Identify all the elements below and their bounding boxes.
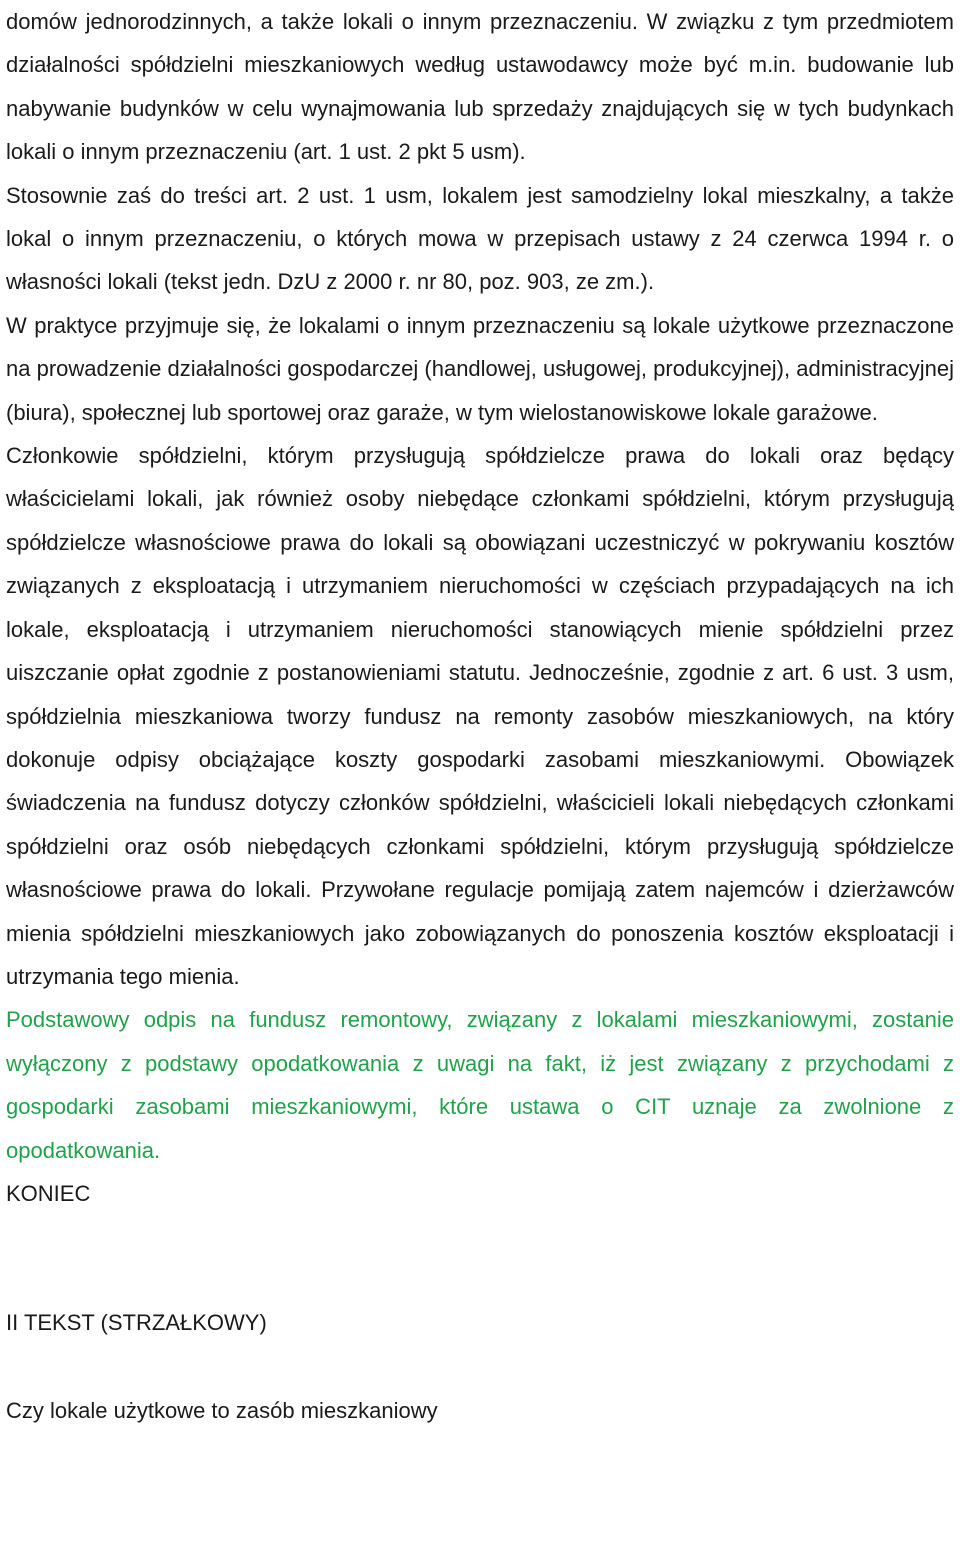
question-heading: Czy lokale użytkowe to zasób mieszkaniowy bbox=[6, 1397, 438, 1423]
body-paragraph: Stosownie zaś do treści art. 2 ust. 1 usm, lokalem jest samodzielny lokal mieszkalny, a także lokal o innym przeznaczeniu, o których mowa w przepisach ustawy z 24 czerwca 1994 r. o własności lokali (tekst jedn. DzU z 2000 r. nr 80, poz. 903, ze zm.). bbox=[6, 182, 954, 295]
document-page bbox=[6, 0, 954, 1432]
body-paragraph: Członkowie spółdzielni, którym przysługują spółdzielcze prawa do lokali oraz będący właścicielami lokali, jak również osoby niebędące członkami spółdzielni, którym przysługują spółdzielcze własnościowe prawa do lokali są obowiązani uczestniczyć w pokrywaniu kosztów związanych z eksploatacją i utrzymaniem nieruchomości w częściach przypadających na ich lokale, eksploatacją i utrzymaniem nieruchomości stanowiących mienie spółdzielni przez uiszczanie opłat zgodnie z postanowieniami statutu. Jednocześnie, zgodnie z art. 6 ust. 3 usm, spółdzielnia mieszkaniowa tworzy fundusz na remonty zasobów mieszkaniowych, na który dokonuje odpisy obciążające koszty gospodarki zasobami mieszkaniowymi. Obowiązek świadczenia na fundusz dotyczy członków spółdzielni, właścicieli lokali niebędących członkami spółdzielni oraz osób niebędących członkami spółdzielni, którym przysługują spółdzielcze własnościowe prawa do lokali. Przywołane regulacje pomijają zatem najemców i dzierżawców mienia spółdzielni mieszkaniowych jako zobowiązanych do ponoszenia kosztów eksploatacji i utrzymania tego mienia. bbox=[6, 443, 954, 989]
highlighted-paragraph: Podstawowy odpis na fundusz remontowy, związany z lokalami mieszkaniowymi, zostanie wyłączony z podstawy opodatkowania z uwagi na fakt, iż jest związany z przychodami z gospodarki zasobami mieszkaniowymi, które ustawa o CIT uznaje za zwolnione z opodatkowania. bbox=[6, 1007, 954, 1163]
body-paragraph: domów jednorodzinnych, a także lokali o innym przeznaczeniu. W związku z tym przedmiotem działalności spółdzielni mieszkaniowych według ustawodawcy może być m.in. budowanie lub nabywanie budynków w celu wynajmowania lub sprzedaży znajdujących się w tych budynkach lokali o innym przeznaczeniu (art. 1 ust. 2 pkt 5 usm). bbox=[6, 9, 954, 165]
end-marker: KONIEC bbox=[6, 1180, 91, 1206]
section-heading: II TEKST (STRZAŁKOWY) bbox=[6, 1310, 267, 1336]
spacer bbox=[6, 1345, 954, 1389]
spacer bbox=[6, 1215, 954, 1301]
body-paragraph: W praktyce przyjmuje się, że lokalami o innym przeznaczeniu są lokale użytkowe przeznaczone na prowadzenie działalności gospodarczej (handlowej, usługowej, produkcyjnej), administracyjnej (biura), społecznej lub sportowej oraz garaże, w tym wielostanowiskowe lokale garażowe. bbox=[6, 312, 954, 425]
